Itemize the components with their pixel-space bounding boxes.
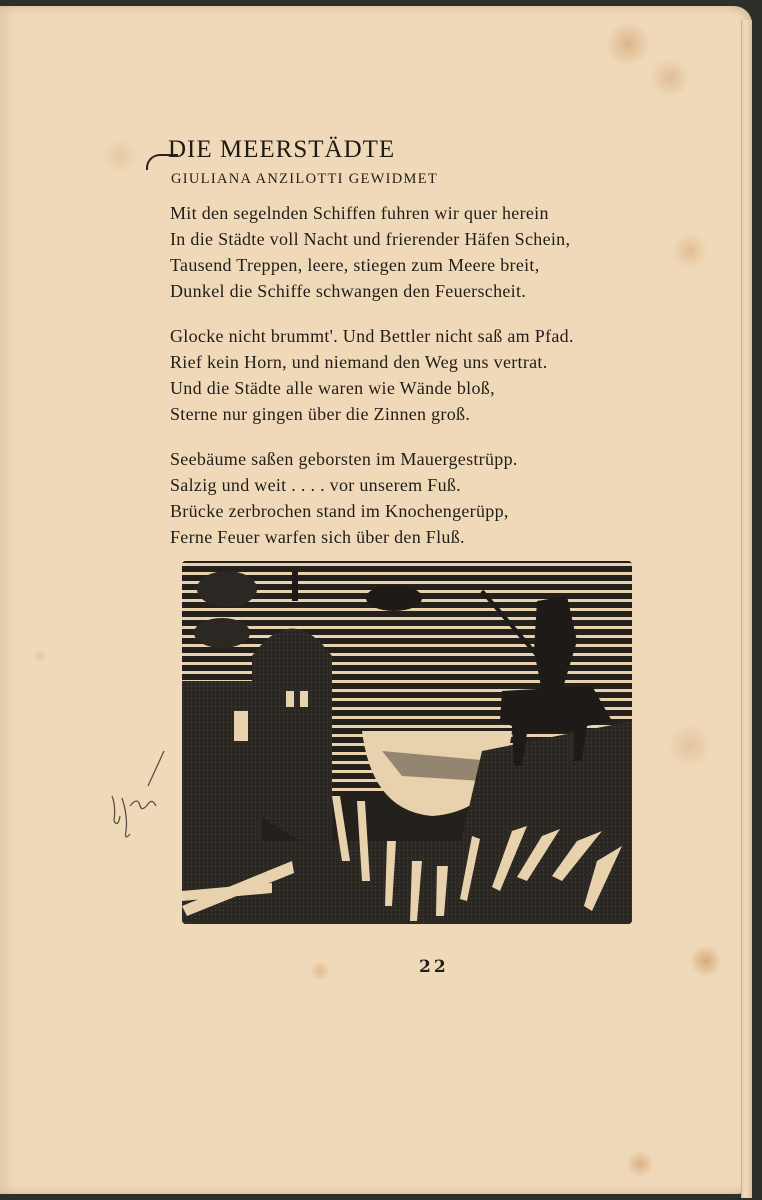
woodcut-illustration xyxy=(182,561,632,924)
poem-line: Ferne Feuer warfen sich über den Fluß. xyxy=(170,527,465,547)
poem-line: Tausend Treppen, leere, stiegen zum Meere breit, xyxy=(170,255,540,275)
page-number: 22 xyxy=(419,957,449,977)
poem-line: Mit den segelnden Schiffen fuhren wir quer herein xyxy=(170,203,549,223)
book-page xyxy=(0,6,752,1194)
dedication: GIULIANA ANZILOTTI GEWIDMET xyxy=(171,171,439,187)
poem-line: Rief kein Horn, und niemand den Weg uns vertrat. xyxy=(170,352,548,372)
stanza-2 xyxy=(170,323,690,427)
page-edge xyxy=(741,20,752,1198)
poem-line: Brücke zerbrochen stand im Knochengerüpp, xyxy=(170,501,509,521)
poem-title: DIE MEERSTÄDTE xyxy=(168,136,396,163)
stanza-1 xyxy=(170,200,690,304)
poem-line: Glocke nicht brummt'. Und Bettler nicht saß am Pfad. xyxy=(170,326,574,346)
poem-line: In die Städte voll Nacht und frierender Häfen Schein, xyxy=(170,229,571,249)
pencil-signature-icon xyxy=(108,746,168,846)
woodcut-image-icon xyxy=(182,561,632,924)
poem-line: Sterne nur gingen über die Zinnen groß. xyxy=(170,404,471,424)
stanza-3 xyxy=(170,446,690,550)
poem-line: Und die Städte alle waren wie Wände bloß, xyxy=(170,378,495,398)
poem-line: Seebäume saßen geborsten im Mauergestrüpp. xyxy=(170,449,518,469)
poem-body xyxy=(170,200,690,569)
poem-line: Salzig und weit . . . . vor unserem Fuß. xyxy=(170,475,461,495)
poem-line: Dunkel die Schiffe schwangen den Feuerscheit. xyxy=(170,281,527,301)
